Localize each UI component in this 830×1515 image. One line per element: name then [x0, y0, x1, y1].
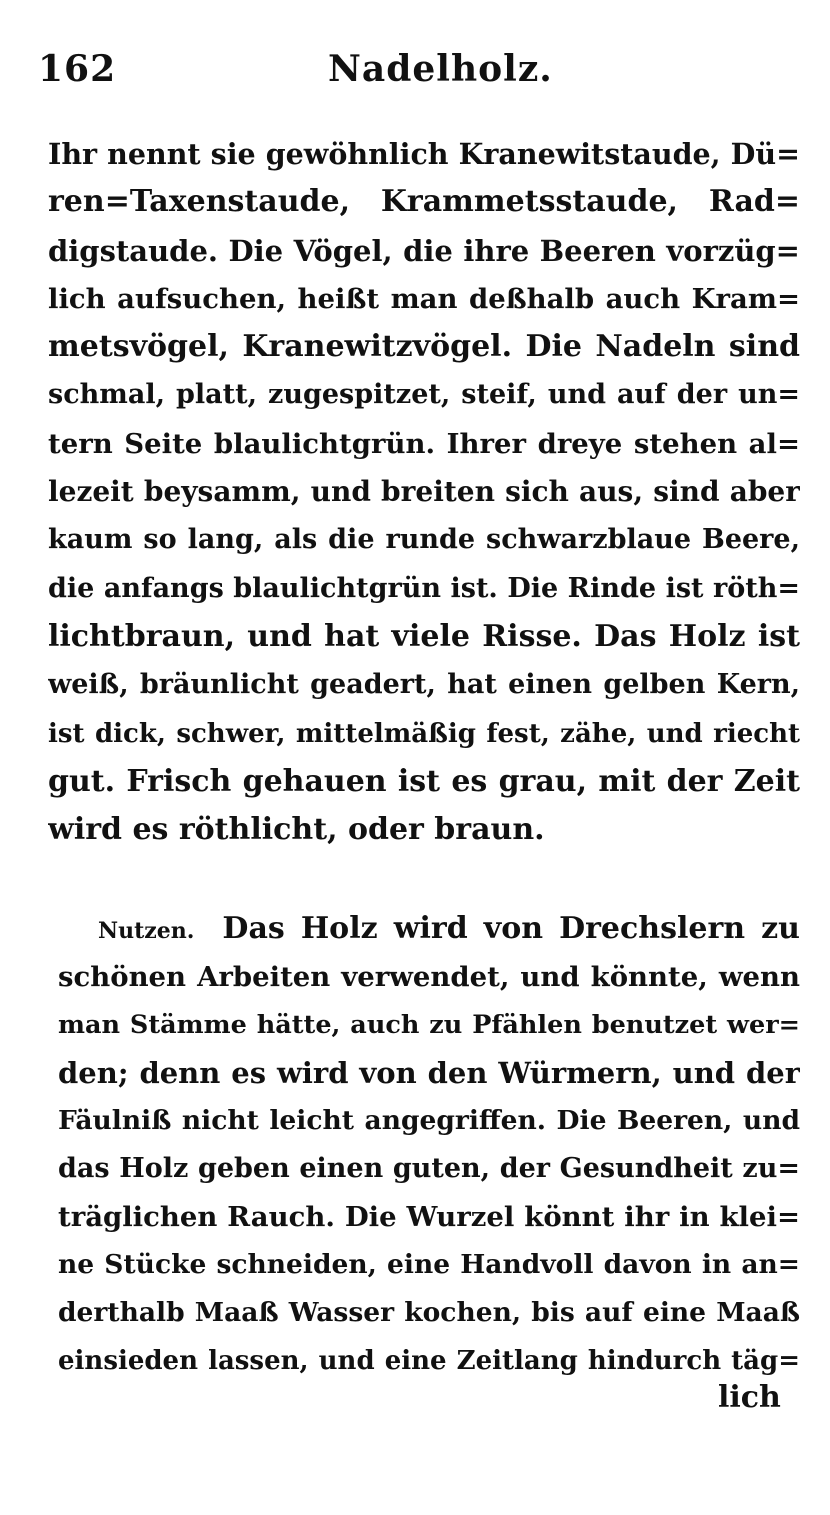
text-line: digstaude. Die Vögel, die ihre Beeren vorzüg=: [48, 233, 800, 268]
text-line: lezeit beysamm, und breiten sich aus, sind aber: [48, 475, 800, 509]
paragraph-description: [48, 130, 800, 854]
text-line: man Stämme hätte, auch zu Pfählen benutzet wer=: [58, 1010, 800, 1040]
text-line: tern Seite blaulichtgrün. Ihrer dreye stehen al=: [48, 427, 800, 460]
text-line: den; denn es wird von den Würmern, und der: [58, 1056, 800, 1090]
text-line: ren=Taxenstaude, Krammetsstaude, Rad=: [48, 184, 800, 220]
text-line: ist dick, schwer, mittelmäßig fest, zähe, und riecht: [48, 718, 800, 749]
text-line: schmal, platt, zugespitzet, steif, und auf der un=: [48, 379, 800, 411]
text-line: die anfangs blaulichtgrün ist. Die Rinde ist röth=: [48, 572, 800, 604]
text-line: wird es röthlicht, oder braun.: [48, 812, 545, 848]
text-line: Ihr nennt sie gewöhnlich Kranewitstaude, Dü=: [48, 137, 800, 171]
text-line-first: [58, 905, 800, 953]
text-line: schönen Arbeiten verwendet, und könnte, wenn: [58, 961, 800, 993]
text-line: ne Stücke schneiden, eine Handvoll davon in an=: [58, 1249, 800, 1280]
text-line: kaum so lang, als die runde schwarzblaue Beere,: [48, 524, 800, 556]
text-line: weiß, bräunlicht geadert, hat einen gelben Kern,: [48, 669, 800, 701]
text-line: Fäulniß nicht leicht angegriffen. Die Beeren, und: [58, 1105, 800, 1136]
text-line: lich aufsuchen, heißt man deßhalb auch Kram=: [48, 282, 800, 315]
running-head: Nadelholz.: [328, 48, 553, 90]
marginal-note: Nutzen.: [98, 918, 195, 944]
text-line: metsvögel, Kranewitzvögel. Die Nadeln sind: [48, 329, 800, 365]
page-number: 162: [38, 48, 117, 90]
paragraph-usage: [58, 905, 800, 1385]
first-line-text: Das Holz wird von Drechslern zu: [222, 911, 800, 946]
page-header: [38, 48, 798, 98]
text-line: gut. Frisch gehauen ist es grau, mit der Zeit: [48, 763, 800, 799]
catchword: lich: [718, 1380, 781, 1415]
text-line: lichtbraun, und hat viele Risse. Das Holz ist: [48, 618, 800, 654]
text-line: das Holz geben einen guten, der Gesundheit zu=: [58, 1153, 800, 1184]
text-line: einsieden lassen, und eine Zeitlang hindurch täg=: [58, 1346, 800, 1376]
text-line: derthalb Maaß Wasser kochen, bis auf eine Maaß: [58, 1297, 800, 1328]
text-line: träglichen Rauch. Die Wurzel könnt ihr in klei=: [58, 1201, 800, 1233]
